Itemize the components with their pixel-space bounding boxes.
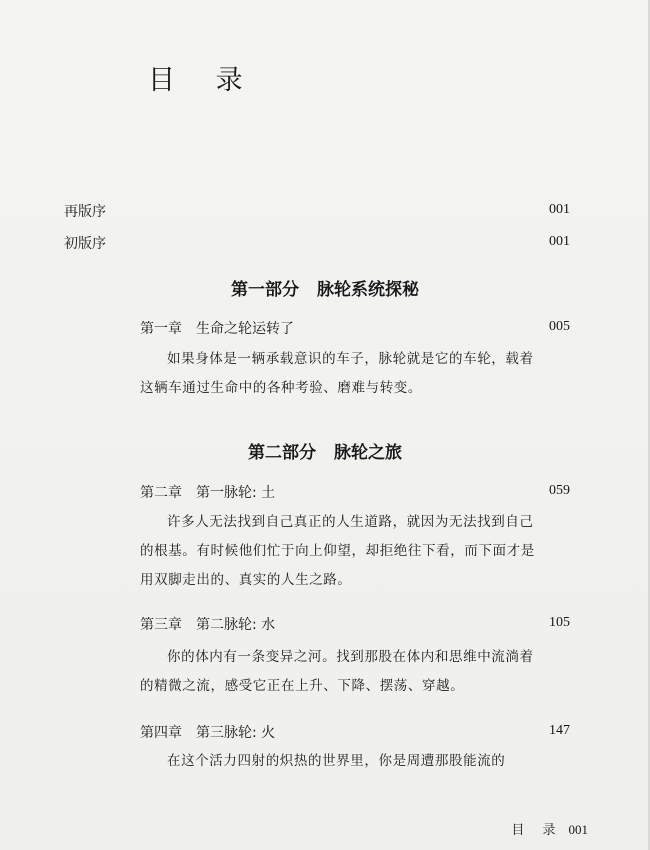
chapter-number: 第三章: [140, 617, 182, 633]
part-name: 脉轮系统探秘: [317, 280, 419, 300]
entry-page-number: 147: [549, 723, 570, 738]
entry-page-number: 001: [549, 202, 570, 217]
chapter-description: 如果身体是一辆承载意识的车子，脉轮就是它的车轮，载着这辆车通过生命中的各种考验、磨难与转变。: [140, 351, 534, 396]
part-heading-2: [0, 438, 650, 463]
entry-label: [140, 722, 275, 742]
chapter-description: 你的体内有一条变异之河。找到那股在体内和思维中流淌着的精微之流，感受它正在上升、下降、摆荡、穿越。: [140, 649, 534, 694]
entry-label: 再版序: [64, 204, 106, 220]
toc-entry-chapter-2[interactable]: [0, 482, 650, 504]
chapter-number: 第一章: [140, 321, 182, 337]
toc-entry-preface-reprint[interactable]: [0, 201, 650, 223]
chapter-name: 第一脉轮: 土: [196, 485, 276, 501]
toc-entry-chapter-1[interactable]: [0, 318, 650, 340]
entry-page-number: 059: [549, 483, 570, 498]
entry-page-number: 005: [549, 319, 570, 334]
toc-entry-chapter-3[interactable]: [0, 614, 650, 636]
running-footer: [511, 819, 588, 838]
chapter-description: 许多人无法找到自己真正的人生道路，就因为无法找到自己的根基。有时候他们忙于向上仰望，却拒绝往下看，而下面才是用双脚走出的、真实的人生之路。: [140, 514, 535, 588]
toc-entry-preface-first[interactable]: [0, 233, 650, 255]
entry-label: [140, 614, 275, 634]
chapter-description: 在这个活力四射的炽热的世界里，你是周遭那股能流的: [167, 753, 506, 769]
chapter-name: 生命之轮运转了: [196, 321, 294, 337]
footer-page-number: 001: [568, 822, 588, 837]
part-name: 脉轮之旅: [334, 443, 402, 463]
chapter-number: 第二章: [140, 485, 182, 501]
entry-page-number: 105: [549, 615, 570, 630]
chapter-number: 第四章: [140, 725, 182, 741]
part-number: 第二部分: [248, 443, 316, 463]
part-number: 第一部分: [231, 280, 299, 300]
chapter-name: 第二脉轮: 水: [196, 617, 276, 633]
chapter-name: 第三脉轮: 火: [196, 725, 276, 741]
entry-label: [140, 482, 275, 502]
entry-page-number: 001: [549, 234, 570, 249]
entry-label: [140, 318, 294, 338]
footer-label: 目 录: [511, 823, 563, 838]
toc-entry-chapter-4[interactable]: [0, 722, 650, 744]
page-title: 目 录: [148, 65, 259, 96]
part-heading-1: [0, 275, 650, 300]
entry-label: 初版序: [64, 236, 106, 252]
